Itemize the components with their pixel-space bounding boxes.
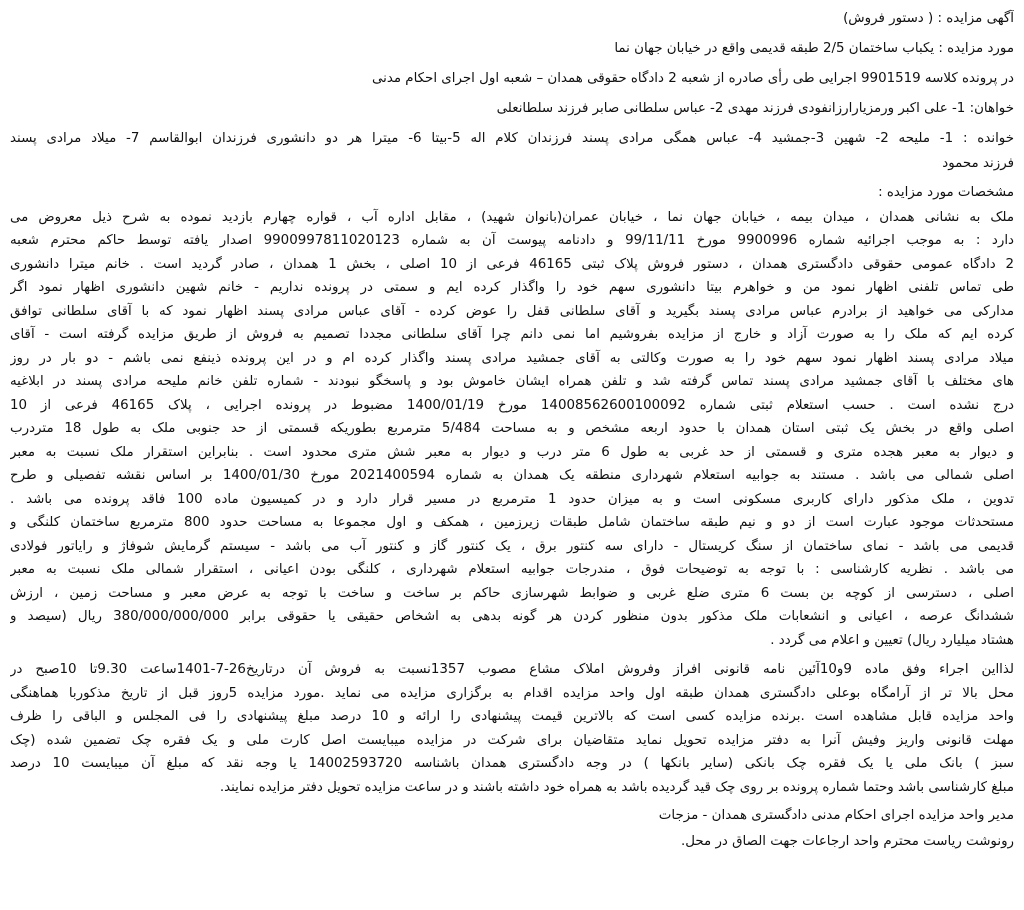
terms-line: مهلت قانونی واریز وفیش آنرا به دفتر مزایده تحویل نماید متقاضیان برای شرکت در مزایده میبایست اصل کارت ملی و یک فقره چک تضمین شده (چک (10, 732, 1014, 748)
description-line: تدوین ، ملک مذکور دارای کاربری مسکونی است و به میزان حدود 1 مترمربع در مسیر قرار دارد و در کمیسیون ماده 100 فاقد پرونده می باشد . (10, 491, 1014, 507)
description-line: می باشد . نظریه کارشناسی : با توجه به توضیحات فوق ، مندرجات جوابیه استعلام شهرداری ، کلنگی بودن اعیانی ، استقرار شمالی ملک نسبت به معبر (10, 562, 1014, 577)
manager-signature-line: مدیر واحد مزایده اجرای احکام مدنی دادگستری همدان - مزجات (658, 808, 1014, 823)
description-line: های مختلف با آقای جمشید مرادی پسند تماس گرفته شد و تلفن همراه ایشان خاموش بود و پاسخگو نبودند - شماره تلفن خانم ملیحه مرادی پسند در ابلاغیه (10, 374, 1014, 389)
description-line: طی تماس تلفنی اظهار نمود من و خواهرم بیتا دانشوری سهم خود را واگذار کرده ایم و سمتی در پرونده نداریم - خانم شهین دانشوری اظهار نمود اگر (10, 280, 1014, 295)
terms-line: مبلغ کارشناسی باشد وحتما شماره پرونده بر روی چک قید گردیده باشد به همراه خود داشته باشند و در ساعت مزایده تحویل دفتر مزایده نمایند. (219, 779, 1014, 795)
auction-subject: مورد مزایده : یکباب ساختمان 2/5 طبقه قدیمی واقع در خیابان جهان نما (614, 41, 1014, 56)
copy-note: رونوشت ریاست محترم واحد ارجاعات جهت الصاق در محل. (680, 834, 1014, 849)
plaintiff-line: خواهان: 1- علی اکبر ورمزیارارزانفودی فرزند مهدی 2- عباس سلطانی صابر فرزند سلطانعلی (496, 101, 1014, 116)
terms-line: لذااین اجراء وفق ماده 9و10آئین نامه قانونی افراز وفروش املاک مشاع مصوب 1357نسبت به فروش آن درتاریخ26-7-1401ساعت 9.30تا 10صبح در (10, 662, 1014, 677)
auction-terms (10, 658, 1014, 799)
description-line: دارد : به موجب اجرائیه شماره 9900996 مورخ 99/11/11 و دادنامه پیوست آن به شماره 9900997811020123 اصدار یافته توسط حاکم محترم شعبه (10, 233, 1014, 248)
description-line: 2 دادگاه عمومی حقوقی دادگستری همدان ، دستور فروش پلاک ثبتی 46165 فرعی از 10 اصلی ، بخش 1 همدان ، صادر گردید است . خانم میترا دانشوری (10, 256, 1014, 272)
terms-line: واحد مزایده قابل مشاهده است .برنده مزایده کسی است که بالاترین قیمت پیشنهادی را ارائه و 10 درصد مبلغ پیشنهادی را فی المجلس و الباقی را ظرف (10, 709, 1014, 724)
description-line: ششدانگ عرصه ، اعیانی و انشعابات ملک مذکور بدون منظور کردن هر گونه بدهی به اشخاص حقیقی یا حقوقی برابر 380/000/000/000 ریال (سیصد و (10, 609, 1014, 624)
property-description (10, 206, 1014, 653)
description-line: مستحدثات موجود عبارت است از دو و نیم طبقه ساختمان شامل طبقات زیرزمین ، همکف و اول مجموعا به مساحت حدود 800 مترمربع ساختمان کلنگی و (10, 515, 1014, 530)
description-line: مدارکی می خواهید از برادرم عباس مرادی پسند بگیرید و آقای سلطانی قفل را عوض کرده - آقای عباس مرادی پسند اظهار نمود که با آقای سلطانی توافق (10, 303, 1014, 319)
specs-title: مشخصات مورد مزایده : (878, 184, 1014, 200)
description-line: کرده ایم که ملک را به صورت آزاد و خارج از مزایده بفروشیم اما نمی دانم چرا آقای سلطانی مجددا تصمیم به فروش از طریق مزایده گرفته است - آقای (10, 327, 1014, 342)
defendant-line-1: خوانده : 1- ملیحه 2- شهین 3-جمشید 4- عباس همگی مرادی پسند فرزندان کلام اله 5-بیتا 6- میترا هر دو دانشوری فرزندان ابوالقاسم 7- میلاد مرادی پسند (10, 131, 1014, 146)
description-line: اصلی واقع در بخش یک ثبتی استان همدان با حدود اربعه مشخص و به مساحت 5/484 مترمربع بطوریکه قسمتی از حد جنوبی ملک به طول 18 متردرب (10, 421, 1014, 436)
case-reference: در پرونده کلاسه 9901519 اجرایی طی رأی صادره از شعبه 2 دادگاه حقوقی همدان – شعبه اول اجرای احکام مدنی (371, 71, 1014, 86)
description-line: قدیمی می باشد - نمای ساختمان از سنگ کریستال - دارای سه کنتور برق ، یک کنتور گاز و کنتور آب می باشد - سیستم گرمایش شوفاژ و رایاتور فولادی (10, 538, 1014, 554)
description-line: درج نشده است . حسب استعلام ثبتی شماره 14008562600100092 مورخ 1400/01/19 مضبوط در پرونده اجرایی ، پلاک 46165 فرعی از 10 (10, 397, 1014, 413)
description-line: میلاد مرادی پسند اظهار نمود سهم خود را به صورت وکالتی به آقای جمشید مرادی پسند واگذار کرده ام و در این پرونده ذینفع نمی باشم - دو بار در روز (10, 350, 1014, 366)
notice-header: آگهی مزایده : ( دستور فروش) (843, 11, 1014, 26)
defendant-line-2: فرزند محمود (942, 156, 1014, 171)
terms-line: محل بالا تر از آرامگاه بوعلی دادگستری همدان طبقه اول واحد مزایده اقدام به برگزاری مزایده می نماید .مورد مزایده 5روز قبل از تاریخ مذکوربا هماهنگی (10, 685, 1014, 701)
terms-line: سبز ) بانک ملی یا یک فقره چک بانکی (سایر بانکها ) در وجه دادگستری همدان باشناسه 14002593720 یا وجه نقد که مبلغ آن میبایست 10 درصد (10, 756, 1014, 771)
description-line: هشتاد میلیارد ریال) تعیین و اعلام می گردد . (770, 632, 1014, 648)
description-line: اصلی شمالی می باشد . مستند به جوابیه استعلام شهرداری منطقه یک همدان به شماره 2021400594 مورخ 1400/01/30 بر اساس نقشه تفصیلی و طرح (10, 468, 1014, 483)
description-line: و دیوار به معبر هجده متری و قسمتی از حد غربی به طول 6 متر درب و دیوار به معبر شش متری محدود است . بنابراین استقرار ملک نسبت به معبر (10, 444, 1014, 460)
description-line: اصلی ، دسترسی از کوچه بن بست 6 متری ضلع غربی و ضوابط شهرسازی حاکم بر ساخت و ساخت با توجه به عرض معبر و مساحت زمین ، ارزش (10, 585, 1014, 601)
description-line: ملک به نشانی همدان ، میدان بیمه ، خیابان جهان نما ، خیابان عمران(بانوان شهید) ، مقابل اداره آب ، قواره چهارم بازدید نموده به شرح ذیل معروض می (10, 209, 1014, 225)
